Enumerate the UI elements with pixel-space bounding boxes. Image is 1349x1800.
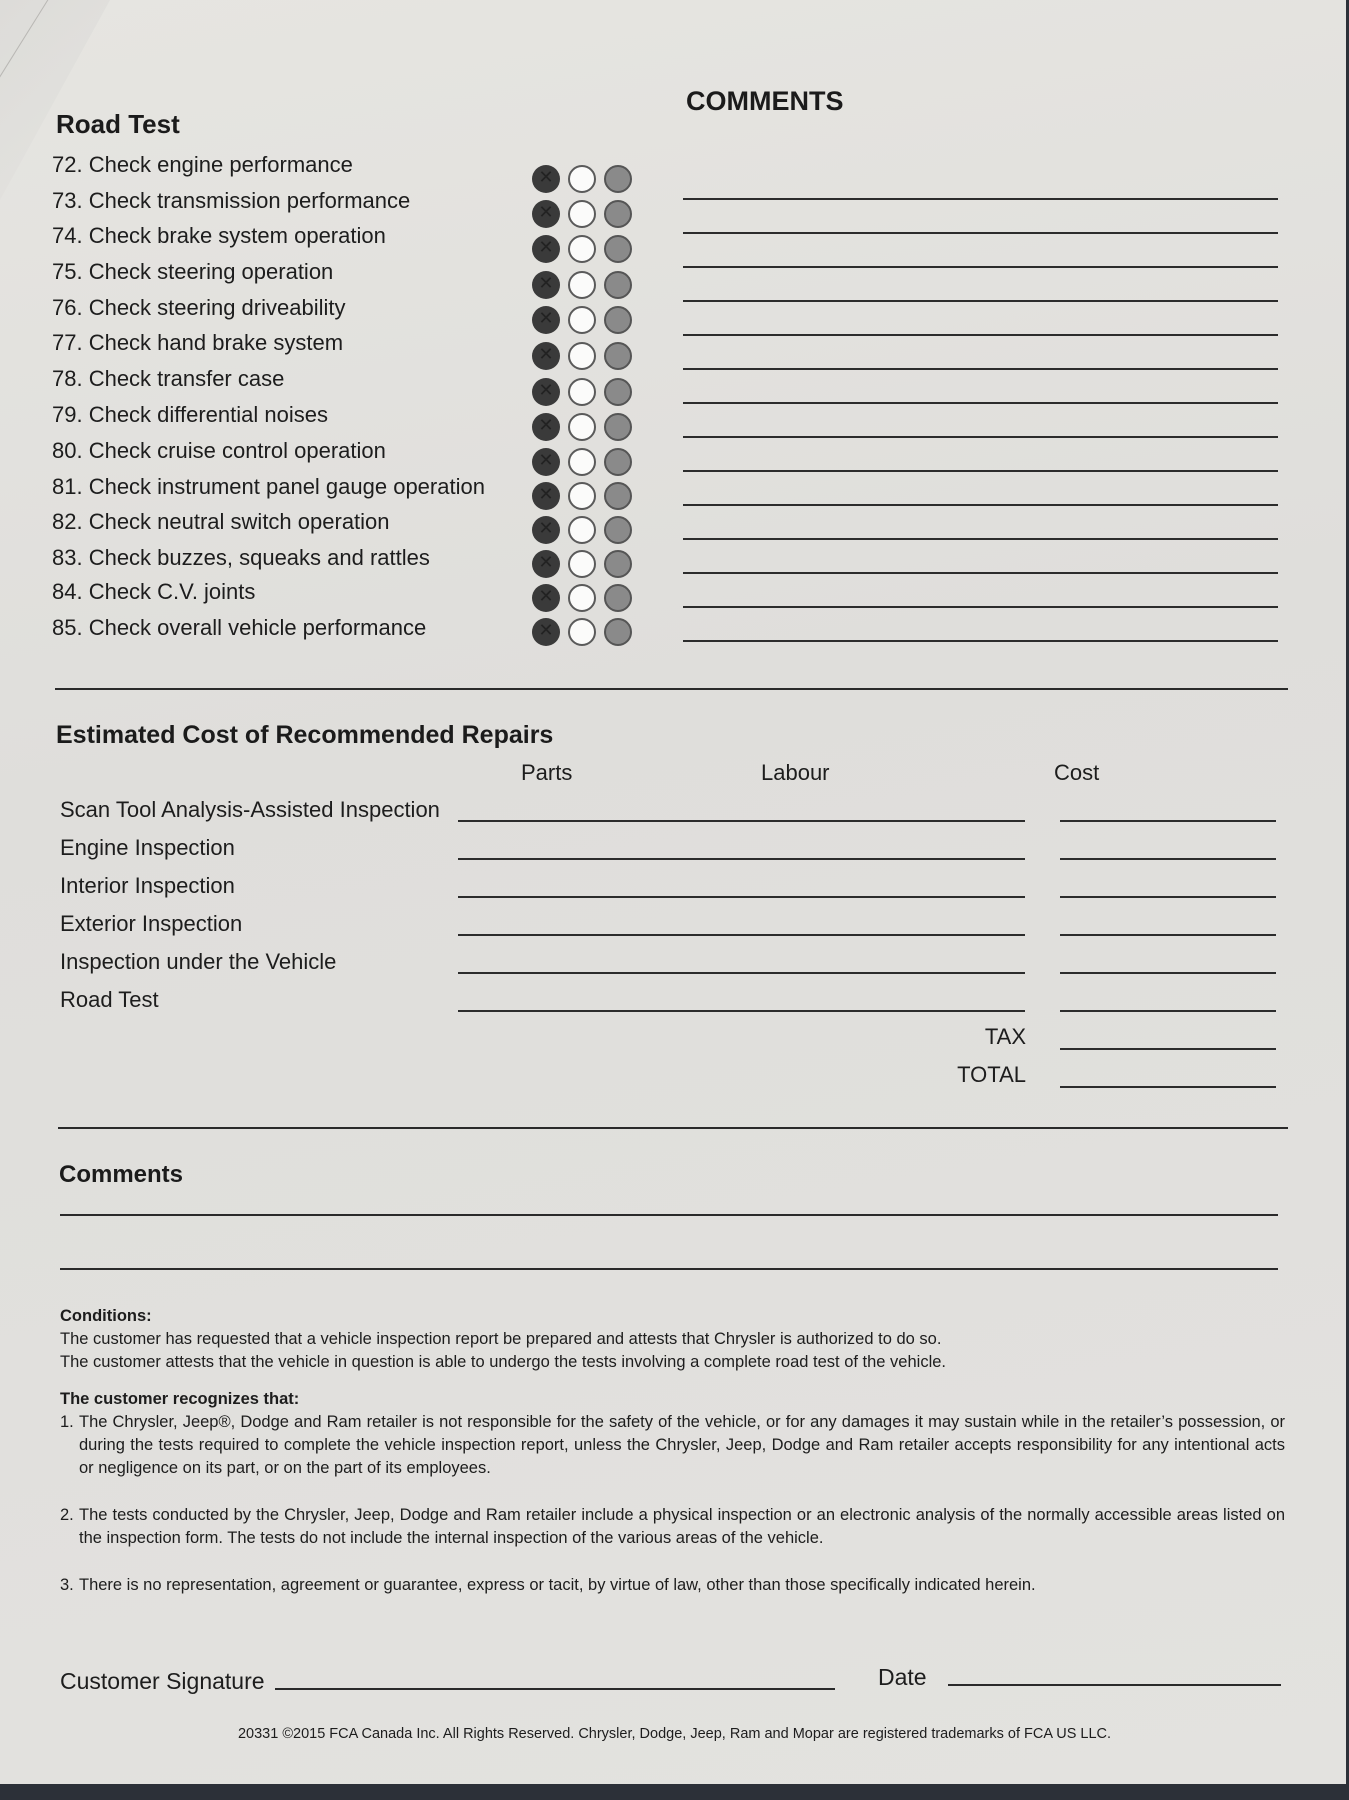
tax-label: TAX [984, 1024, 1026, 1049]
parts-labour-line[interactable] [458, 858, 1025, 860]
parts-labour-line[interactable] [458, 820, 1025, 822]
suggested-circle[interactable] [568, 584, 596, 612]
suggested-circle[interactable] [568, 165, 596, 193]
cost-column-header: Cost [1054, 760, 1100, 785]
suggested-circle[interactable] [568, 618, 596, 646]
condition-item [60, 1411, 1285, 1480]
urgent-circle[interactable] [604, 200, 632, 228]
condition-item [60, 1574, 1285, 1597]
condition-item-text: There is no representation, agreement or guarantee, express or tacit, by virtue of law, other than those specifically indicated herein. [79, 1576, 1036, 1594]
rating-circles [532, 235, 632, 263]
parts-column-header: Parts [521, 760, 573, 785]
comments-line[interactable] [60, 1268, 1278, 1270]
customer-signature-line[interactable] [275, 1688, 835, 1690]
rating-circles [532, 516, 632, 544]
pass-circle[interactable] [532, 235, 560, 263]
cost-line[interactable] [1060, 896, 1276, 898]
pass-circle[interactable] [532, 378, 560, 406]
comment-line[interactable] [683, 436, 1278, 438]
rating-circles [532, 165, 632, 193]
rating-circles [532, 448, 632, 476]
rating-circles [532, 618, 632, 646]
suggested-circle[interactable] [568, 448, 596, 476]
cost-line[interactable] [1060, 934, 1276, 936]
section-divider [55, 688, 1288, 690]
suggested-circle[interactable] [568, 378, 596, 406]
rating-circles [532, 200, 632, 228]
comment-line[interactable] [683, 640, 1278, 642]
urgent-circle[interactable] [604, 482, 632, 510]
comment-line[interactable] [683, 232, 1278, 234]
pass-circle[interactable] [532, 516, 560, 544]
estimate-row-engine: Engine Inspection [60, 835, 235, 860]
copyright-footer: 20331 ©2015 FCA Canada Inc. All Rights Reserved. Chrysler, Dodge, Jeep, Ram and Mopar are registered trademarks of FCA US LLC. [237, 1726, 1112, 1742]
rating-circles [532, 342, 632, 370]
comment-line[interactable] [683, 504, 1278, 506]
road-test-item-76: 76. Check steering driveability [52, 295, 346, 320]
rating-circles [532, 306, 632, 334]
comment-line[interactable] [683, 470, 1278, 472]
road-test-item-82: 82. Check neutral switch operation [52, 509, 390, 534]
condition-item [60, 1504, 1285, 1550]
suggested-circle[interactable] [568, 482, 596, 510]
comment-line[interactable] [683, 572, 1278, 574]
conditions-title: Conditions: [60, 1307, 152, 1325]
comment-line[interactable] [683, 198, 1278, 200]
comments-section-title: Comments [59, 1161, 184, 1188]
comment-line[interactable] [683, 334, 1278, 336]
pass-circle[interactable] [532, 271, 560, 299]
comment-line[interactable] [683, 368, 1278, 370]
pass-circle[interactable] [532, 448, 560, 476]
urgent-circle[interactable] [604, 618, 632, 646]
road-test-title: Road Test [56, 109, 180, 139]
road-test-item-77: 77. Check hand brake system [52, 330, 344, 355]
rating-circles [532, 378, 632, 406]
estimate-title: Estimated Cost of Recommended Repairs [56, 721, 554, 749]
comment-line[interactable] [683, 606, 1278, 608]
comment-line[interactable] [683, 266, 1278, 268]
urgent-circle[interactable] [604, 413, 632, 441]
pass-circle[interactable] [532, 200, 560, 228]
date-line[interactable] [948, 1684, 1281, 1686]
total-line[interactable] [1060, 1086, 1276, 1088]
estimate-row-under-vehicle: Inspection under the Vehicle [60, 949, 337, 974]
conditions-line-1: The customer has requested that a vehicle inspection report be prepared and attests that Chrysler is authorized to do so. [60, 1330, 942, 1348]
cost-line[interactable] [1060, 858, 1276, 860]
suggested-circle[interactable] [568, 306, 596, 334]
urgent-circle[interactable] [604, 550, 632, 578]
pass-circle[interactable] [532, 165, 560, 193]
estimate-row-exterior: Exterior Inspection [60, 911, 243, 936]
rating-circles [532, 271, 632, 299]
pass-circle[interactable] [532, 342, 560, 370]
road-test-item-78: 78. Check transfer case [52, 366, 285, 391]
cost-line[interactable] [1060, 820, 1276, 822]
urgent-circle[interactable] [604, 516, 632, 544]
parts-labour-line[interactable] [458, 896, 1025, 898]
urgent-circle[interactable] [604, 342, 632, 370]
road-test-item-74: 74. Check brake system operation [52, 223, 386, 248]
condition-item-text: The tests conducted by the Chrysler, Jeep, Dodge and Ram retailer include a physical inspection or an electronic analysis of the normally accessible areas listed on the inspection form. The tests do not include the internal inspection of the various areas of the vehicle. [79, 1506, 1285, 1547]
rating-circles [532, 550, 632, 578]
cost-line[interactable] [1060, 972, 1276, 974]
comment-line[interactable] [683, 402, 1278, 404]
urgent-circle[interactable] [604, 235, 632, 263]
suggested-circle[interactable] [568, 342, 596, 370]
cost-line[interactable] [1060, 1010, 1276, 1012]
condition-item-number: 3. [60, 1576, 74, 1594]
rating-circles [532, 584, 632, 612]
road-test-item-73: 73. Check transmission performance [52, 188, 411, 213]
conditions-line-2: The customer attests that the vehicle in question is able to undergo the tests involving a complete road test of the vehicle. [60, 1353, 947, 1371]
suggested-circle[interactable] [568, 550, 596, 578]
suggested-circle[interactable] [568, 516, 596, 544]
tax-line[interactable] [1060, 1048, 1276, 1050]
urgent-circle[interactable] [604, 378, 632, 406]
estimate-row-road-test: Road Test [60, 987, 159, 1012]
pass-circle[interactable] [532, 584, 560, 612]
pass-circle[interactable] [532, 482, 560, 510]
pass-circle[interactable] [532, 413, 560, 441]
comment-line[interactable] [683, 538, 1278, 540]
road-test-item-83: 83. Check buzzes, squeaks and rattles [52, 545, 430, 570]
estimate-row-scan-tool: Scan Tool Analysis-Assisted Inspection [60, 797, 440, 822]
road-test-item-81: 81. Check instrument panel gauge operation [52, 474, 485, 499]
road-test-item-85: 85. Check overall vehicle performance [52, 615, 427, 640]
date-label: Date [878, 1664, 927, 1690]
parts-labour-line[interactable] [458, 1010, 1025, 1012]
rating-circles [532, 482, 632, 510]
comment-line[interactable] [683, 300, 1278, 302]
condition-item-number: 2. [60, 1506, 74, 1524]
condition-item-text: The Chrysler, Jeep®, Dodge and Ram retailer is not responsible for the safety of the vehicle, or for any damages it may sustain while in the retailer’s possession, or during the tests required to complete the vehicle inspection report, unless the Chrysler, Jeep, Dodge and Ram retailer accepts responsibility for any intentional acts or negligence on its part, or on the part of its employees. [79, 1413, 1285, 1477]
comments-line[interactable] [60, 1214, 1278, 1216]
pass-circle[interactable] [532, 618, 560, 646]
parts-labour-line[interactable] [458, 934, 1025, 936]
conditions-block [60, 1305, 1285, 1597]
urgent-circle[interactable] [604, 271, 632, 299]
condition-item-number: 1. [60, 1413, 74, 1431]
urgent-circle[interactable] [604, 584, 632, 612]
comments-header: COMMENTS [686, 86, 844, 116]
road-test-item-79: 79. Check differential noises [52, 402, 328, 427]
suggested-circle[interactable] [568, 235, 596, 263]
estimate-row-interior: Interior Inspection [60, 873, 235, 898]
recognizes-title: The customer recognizes that: [60, 1390, 300, 1408]
road-test-item-72: 72. Check engine performance [52, 152, 353, 177]
pass-circle[interactable] [532, 550, 560, 578]
urgent-circle[interactable] [604, 306, 632, 334]
road-test-item-84: 84. Check C.V. joints [52, 579, 256, 604]
rating-circles [532, 413, 632, 441]
labour-column-header: Labour [761, 760, 830, 785]
total-label: TOTAL [957, 1062, 1026, 1087]
suggested-circle[interactable] [568, 413, 596, 441]
road-test-item-80: 80. Check cruise control operation [52, 438, 386, 463]
section-divider [58, 1127, 1288, 1129]
suggested-circle[interactable] [568, 200, 596, 228]
suggested-circle[interactable] [568, 271, 596, 299]
parts-labour-line[interactable] [458, 972, 1025, 974]
road-test-item-75: 75. Check steering operation [52, 259, 334, 284]
urgent-circle[interactable] [604, 165, 632, 193]
customer-signature-label: Customer Signature [60, 1668, 265, 1694]
pass-circle[interactable] [532, 306, 560, 334]
urgent-circle[interactable] [604, 448, 632, 476]
